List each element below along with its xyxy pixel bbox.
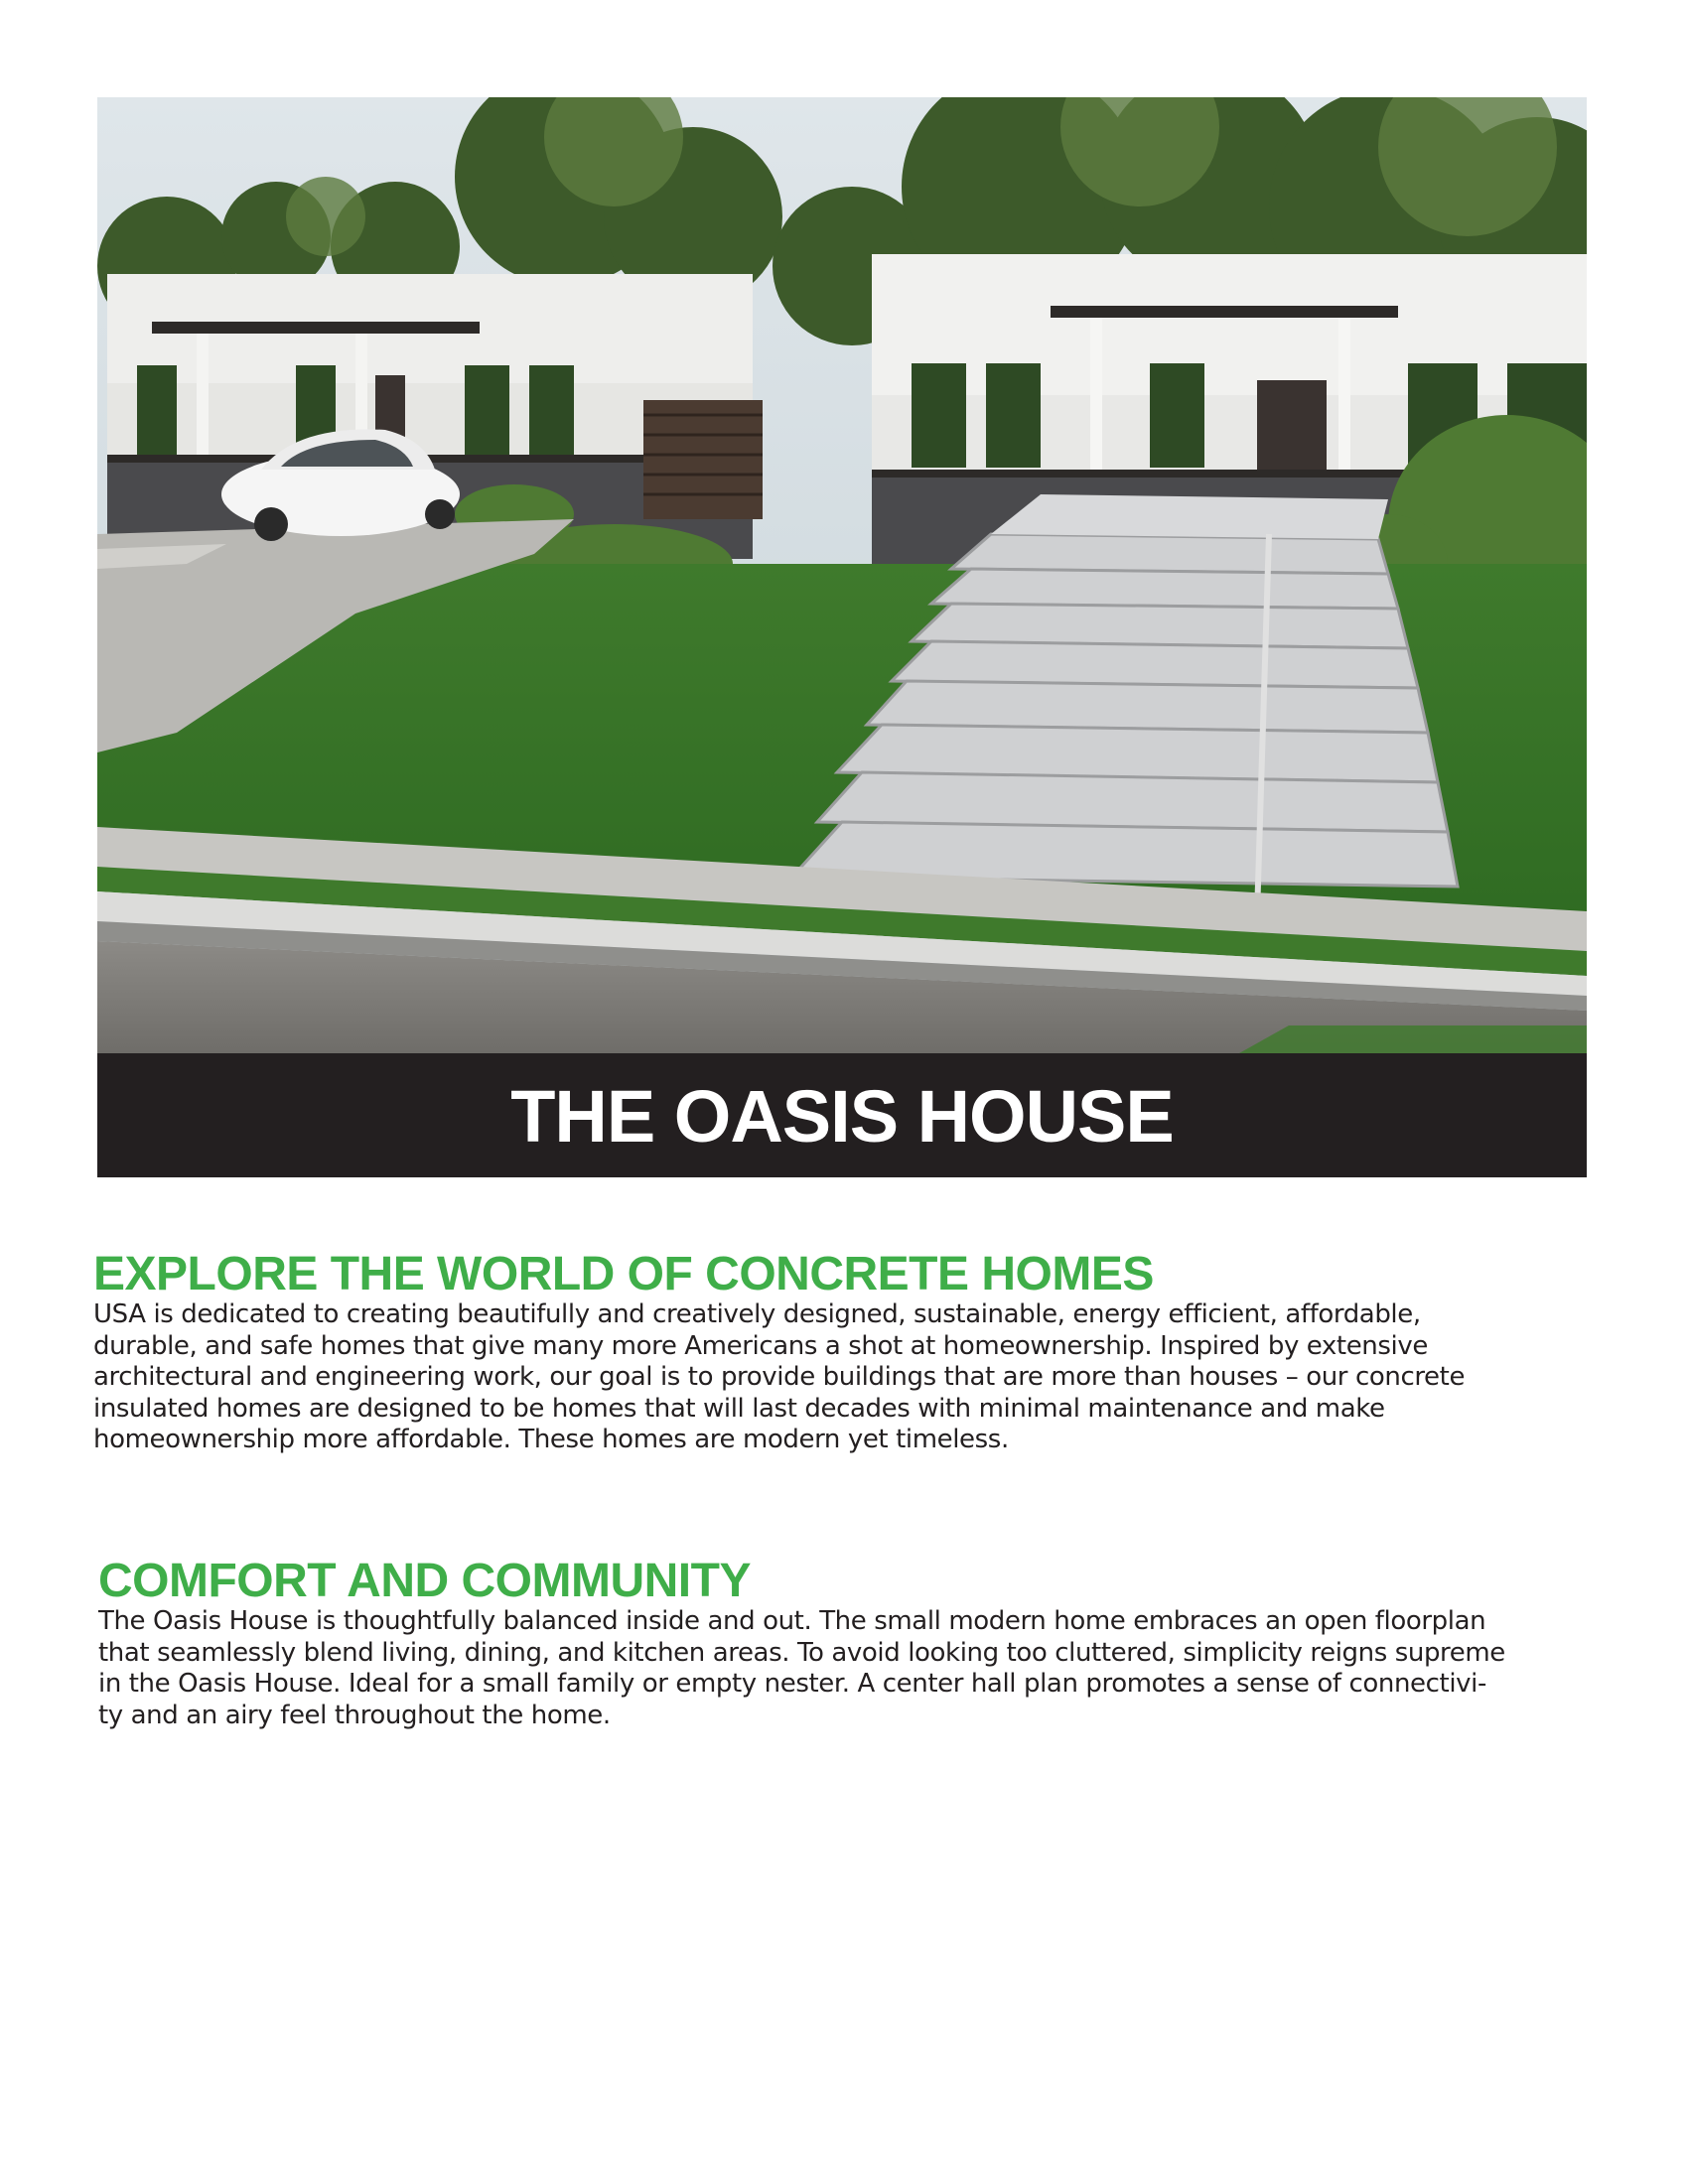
section-heading: COMFORT AND COMMUNITY [98, 1555, 751, 1607]
hero-image [97, 97, 1587, 1053]
house-rendering-illustration [97, 97, 1587, 1053]
title-banner [97, 1053, 1587, 1177]
section-comfort [98, 1557, 1608, 1731]
body-line: ty and an airy feel throughout the home. [98, 1700, 611, 1730]
body-line: homeownership more affordable. These homes are modern yet timeless. [93, 1425, 1009, 1454]
body-line: architectural and engineering work, our goal is to provide buildings that are more than houses – our concrete [93, 1362, 1466, 1392]
body-line: in the Oasis House. Ideal for a small family or empty nester. A center hall plan promotes a sense of connectivi- [98, 1669, 1486, 1699]
section-heading: EXPLORE THE WORLD OF CONCRETE HOMES [93, 1248, 1154, 1300]
section-explore [93, 1250, 1603, 1456]
body-line: that seamlessly blend living, dining, and kitchen areas. To avoid looking too cluttered, simplicity reigns supreme [98, 1637, 1505, 1668]
body-line: insulated homes are designed to be homes that will last decades with minimal maintenance and make [93, 1393, 1385, 1424]
body-line: USA is dedicated to creating beautifully and creatively designed, sustainable, energy efficient, affordable, [93, 1299, 1421, 1329]
section-body [93, 1299, 1603, 1456]
section-body [98, 1606, 1608, 1731]
body-line: The Oasis House is thoughtfully balanced inside and out. The small modern home embraces an open floorplan [98, 1606, 1486, 1636]
page-title: THE OASIS HOUSE [510, 1075, 1174, 1158]
body-line: durable, and safe homes that give many more Americans a shot at homeownership. Inspired by extensive [93, 1330, 1428, 1361]
